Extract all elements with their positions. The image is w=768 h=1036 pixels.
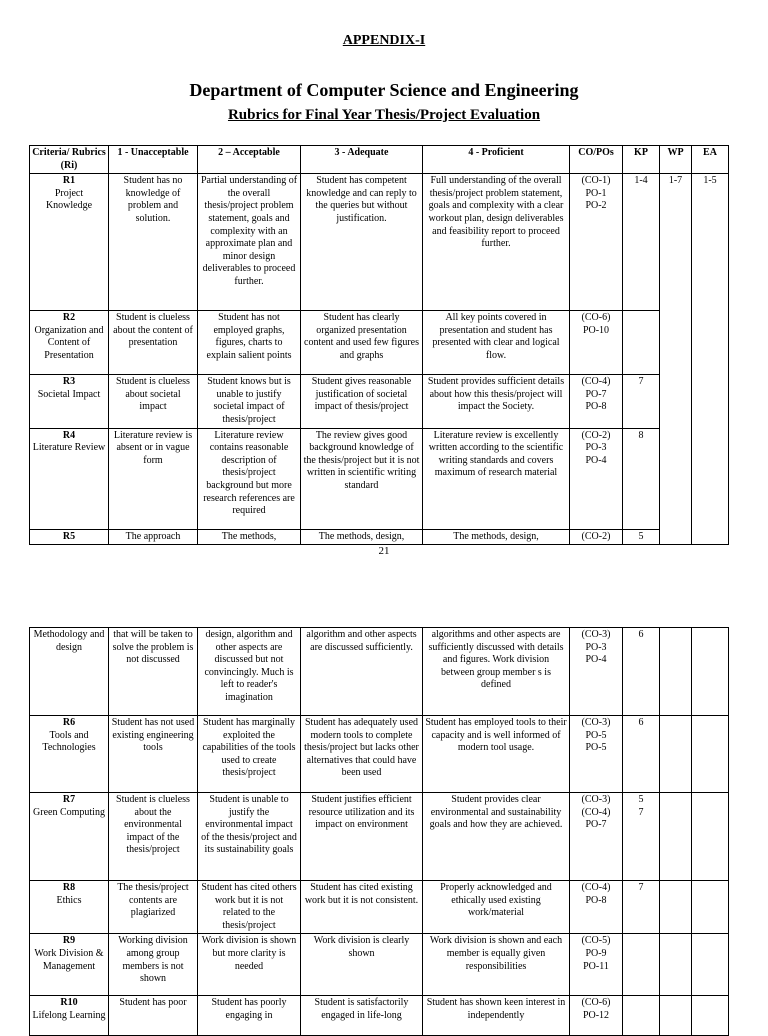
cell-acceptable: Student has cited others work but it is not related to the thesis/project (198, 881, 301, 934)
header-criteria: Criteria/ Rubrics (Ri) (30, 146, 109, 174)
cell-proficient: algorithms and other aspects are sufficiently discussed with details and figures. Work division between group member s is defined (423, 628, 570, 716)
cell-ea (692, 996, 729, 1036)
criteria-cell (30, 881, 109, 934)
cell-kp: 8 (623, 428, 660, 529)
header-ea: EA (692, 146, 729, 174)
cell-ea: 1-5 (692, 174, 729, 545)
cell-adequate: Student has adequately used modern tools to complete thesis/project but lacks other alternatives that could have been used (301, 716, 423, 793)
cell-adequate: The review gives good background knowledge of the thesis/project but it is not written in scientific writing standard (301, 428, 423, 529)
cell-unacceptable: Working division among group members is not shown (109, 934, 198, 996)
cell-acceptable: Student has poorly engaging in (198, 996, 301, 1036)
cell-wp (660, 996, 692, 1036)
header-kp: KP (623, 146, 660, 174)
cell-kp (623, 311, 660, 375)
cell-adequate: Student has cited existing work but it is not consistent. (301, 881, 423, 934)
table-row (30, 628, 729, 716)
table-header-row (30, 146, 729, 174)
cell-wp (660, 934, 692, 996)
cell-proficient: Work division is shown and each member is equally given responsibilities (423, 934, 570, 996)
cell-co-pos: (CO-4) PO-8 (570, 881, 623, 934)
criteria-id: R4 (62, 429, 76, 441)
cell-adequate: Work division is clearly shown (301, 934, 423, 996)
criteria-id: R9 (62, 935, 76, 947)
department-title: Department of Computer Science and Engineering (189, 80, 579, 100)
cell-proficient: Student has shown keen interest in independently (423, 996, 570, 1036)
rubrics-table-page1 (29, 145, 729, 545)
table-row (30, 996, 729, 1036)
criteria-cell (30, 529, 109, 545)
cell-unacceptable: Student has not used existing engineering tools (109, 716, 198, 793)
criteria-name: Societal Impact (37, 388, 101, 400)
criteria-id: R10 (60, 997, 78, 1009)
cell-wp (660, 716, 692, 793)
cell-unacceptable: Student is clueless about the environmental impact of the thesis/project (109, 793, 198, 881)
criteria-name: Lifelong Learning (32, 1009, 106, 1021)
criteria-id: R2 (62, 312, 76, 324)
rubrics-subtitle: Rubrics for Final Year Thesis/Project Evaluation (227, 107, 541, 123)
header-acceptable: 2 – Acceptable (198, 146, 301, 174)
table-row (30, 934, 729, 996)
page-break (0, 575, 768, 625)
criteria-cell (30, 428, 109, 529)
cell-kp: 1-4 (623, 174, 660, 311)
cell-ea (692, 628, 729, 716)
criteria-id: R7 (62, 794, 76, 805)
cell-unacceptable: Literature review is absent or in vague form (109, 428, 198, 529)
cell-proficient: Student has employed tools to their capacity and is well informed of modern tool usage. (423, 716, 570, 793)
cell-ea (692, 716, 729, 793)
appendix-title: APPENDIX-I (342, 33, 426, 48)
cell-proficient: Student provides sufficient details about how this thesis/project will impact the Society. (423, 375, 570, 428)
cell-adequate: Student is satisfactorily engaged in life-long (301, 996, 423, 1036)
table-row (30, 311, 729, 375)
cell-acceptable: Partial understanding of the overall thesis/project problem statement, goals and complexity with an approximate plan and minor design deliverables to proceed further. (198, 174, 301, 311)
table-row (30, 716, 729, 793)
criteria-cell (30, 793, 109, 881)
criteria-cell (30, 716, 109, 793)
header-wp: WP (660, 146, 692, 174)
cell-co-pos: (CO-6) PO-12 (570, 996, 623, 1036)
criteria-cell (30, 628, 109, 716)
cell-adequate: Student has clearly organized presentation content and used few figures and graphs (301, 311, 423, 375)
criteria-cell (30, 934, 109, 996)
cell-kp: 6 (623, 628, 660, 716)
cell-proficient: Literature review is excellently written according to the scientific writing standards and covers maximum of research material (423, 428, 570, 529)
header-co-pos: CO/POs (570, 146, 623, 174)
page-number: 21 (378, 545, 390, 557)
cell-wp (660, 793, 692, 881)
criteria-cell (30, 375, 109, 428)
criteria-id: R6 (62, 717, 76, 728)
criteria-name: Ethics (56, 894, 82, 906)
cell-kp: 7 (623, 881, 660, 934)
header-adequate: 3 - Adequate (301, 146, 423, 174)
criteria-name: Literature Review (32, 442, 106, 454)
cell-ea (692, 934, 729, 996)
criteria-name: Green Computing (33, 806, 105, 818)
cell-co-pos: (CO-2) PO-3 PO-4 (570, 428, 623, 529)
cell-acceptable: Student has not employed graphs, figures, charts to explain salient points (198, 311, 301, 375)
table-row (30, 375, 729, 428)
rubrics-table-page2 (29, 627, 729, 1036)
table-row (30, 793, 729, 881)
cell-wp (660, 628, 692, 716)
cell-acceptable: Student knows but is unable to justify societal impact of thesis/project (198, 375, 301, 428)
cell-ea (692, 881, 729, 934)
criteria-id: R5 (62, 530, 76, 542)
cell-co-pos: (CO-3) PO-5 PO-5 (570, 716, 623, 793)
criteria-cell (30, 996, 109, 1036)
cell-proficient: All key points covered in presentation and student has presented with clear and logical flow. (423, 311, 570, 375)
cell-kp (623, 934, 660, 996)
table-row (30, 529, 729, 545)
cell-co-pos: (CO-3) (CO-4) PO-7 (570, 793, 623, 881)
cell-co-pos: (CO-3) PO-3 PO-4 (570, 628, 623, 716)
cell-kp: 7 (623, 375, 660, 428)
cell-adequate: The methods, design, (301, 529, 423, 545)
cell-acceptable: design, algorithm and other aspects are discussed but not convincingly. Much is left to reader's imagination (198, 628, 301, 716)
cell-ea (692, 793, 729, 881)
header-proficient: 4 - Proficient (423, 146, 570, 174)
cell-proficient: Student provides clear environmental and sustainability goals and how they are achieved. (423, 793, 570, 881)
criteria-name: Work Division & Management (34, 947, 104, 972)
cell-unacceptable: that will be taken to solve the problem is not discussed (109, 628, 198, 716)
header-unacceptable: 1 - Unacceptable (109, 146, 198, 174)
cell-adequate: Student justifies efficient resource utilization and its impact on environment (301, 793, 423, 881)
cell-acceptable: Literature review contains reasonable description of thesis/project background but more research references are required (198, 428, 301, 529)
criteria-cell (30, 174, 109, 311)
cell-acceptable: Student has marginally exploited the capabilities of the tools used to create thesis/project (198, 716, 301, 793)
cell-wp: 1-7 (660, 174, 692, 545)
cell-acceptable: The methods, (198, 529, 301, 545)
table-row (30, 428, 729, 529)
cell-co-pos: (CO-6) PO-10 (570, 311, 623, 375)
cell-unacceptable: Student is clueless about the content of presentation (109, 311, 198, 375)
table-row (30, 881, 729, 934)
criteria-id: R8 (62, 882, 76, 893)
criteria-name: Project Knowledge (45, 187, 93, 212)
cell-adequate: algorithm and other aspects are discussed sufficiently. (301, 628, 423, 716)
cell-proficient: Properly acknowledged and ethically used existing work/material (423, 881, 570, 934)
cell-kp: 5 7 (623, 793, 660, 881)
criteria-cell (30, 311, 109, 375)
cell-proficient: The methods, design, (423, 529, 570, 545)
cell-unacceptable: The thesis/project contents are plagiarized (109, 881, 198, 934)
cell-acceptable: Work division is shown but more clarity is needed (198, 934, 301, 996)
cell-acceptable: Student is unable to justify the environmental impact of the thesis/project and its sustainability goals (198, 793, 301, 881)
cell-proficient: Full understanding of the overall thesis/project problem statement, goals and complexity with a clear workout plan, design deliverables and feasibility report to proceed further. (423, 174, 570, 311)
cell-unacceptable: The approach (109, 529, 198, 545)
cell-wp (660, 881, 692, 934)
criteria-name: Methodology and design (33, 629, 105, 653)
cell-unacceptable: Student has no knowledge of problem and solution. (109, 174, 198, 311)
criteria-id: R1 (62, 175, 76, 187)
cell-co-pos: (CO-4) PO-7 PO-8 (570, 375, 623, 428)
cell-co-pos: (CO-5) PO-9 PO-11 (570, 934, 623, 996)
cell-kp (623, 996, 660, 1036)
cell-kp: 6 (623, 716, 660, 793)
criteria-name: Tools and Technologies (42, 729, 96, 754)
cell-unacceptable: Student has poor (109, 996, 198, 1036)
cell-co-pos: (CO-2) (570, 529, 623, 545)
cell-kp: 5 (623, 529, 660, 545)
cell-adequate: Student gives reasonable justification of societal impact of thesis/project (301, 375, 423, 428)
cell-adequate: Student has competent knowledge and can reply to the queries but without justification. (301, 174, 423, 311)
table-row (30, 174, 729, 311)
criteria-name: Organization and Content of Presentation (34, 324, 104, 361)
cell-co-pos: (CO-1) PO-1 PO-2 (570, 174, 623, 311)
cell-unacceptable: Student is clueless about societal impact (109, 375, 198, 428)
criteria-id: R3 (62, 376, 76, 388)
